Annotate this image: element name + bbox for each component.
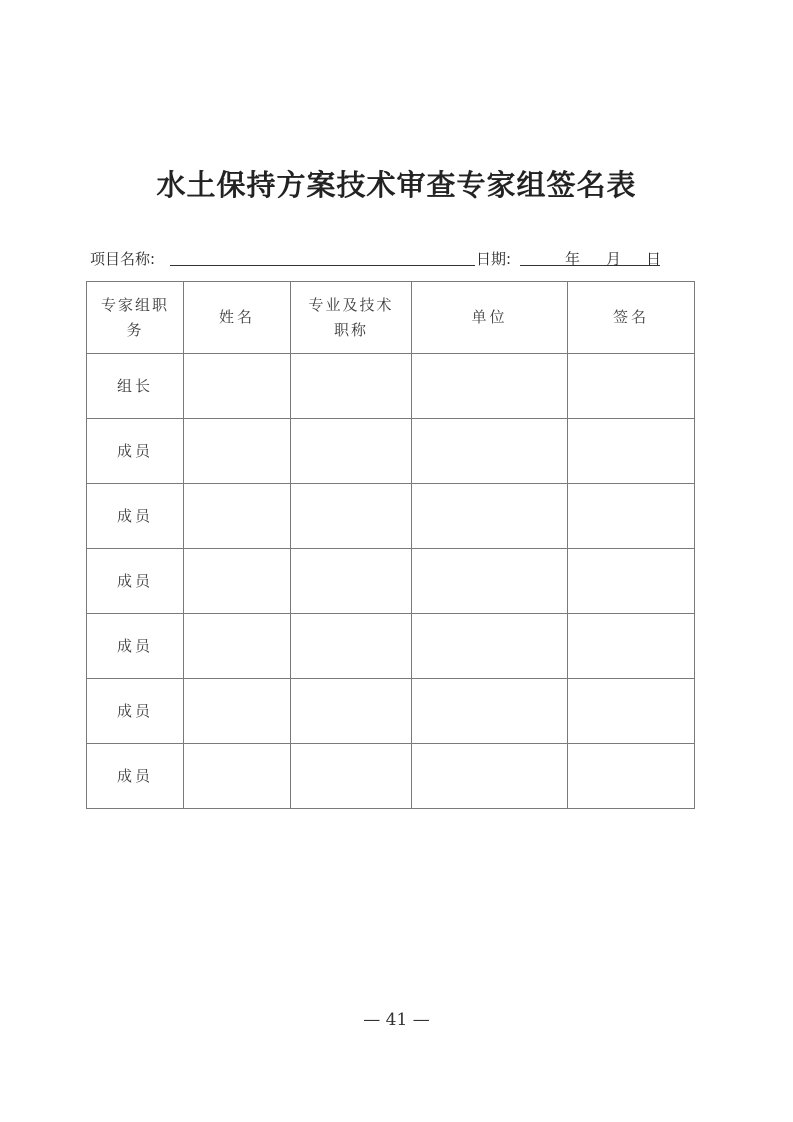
unit-cell[interactable] <box>412 354 568 419</box>
signature-cell[interactable] <box>568 679 695 744</box>
signature-cell[interactable] <box>568 614 695 679</box>
role-cell-text: 成员 <box>116 441 153 460</box>
table-row <box>87 549 695 614</box>
signature-cell[interactable] <box>568 484 695 549</box>
name-cell[interactable] <box>184 549 291 614</box>
role-cell <box>87 354 184 419</box>
name-cell[interactable] <box>184 679 291 744</box>
project-name-label: 项目名称: <box>90 250 156 268</box>
name-cell[interactable] <box>184 484 291 549</box>
signature-cell[interactable] <box>568 354 695 419</box>
role-cell <box>87 484 184 549</box>
role-cell <box>87 614 184 679</box>
header-unit-label: 单位 <box>471 308 508 326</box>
table-row <box>87 614 695 679</box>
table-row <box>87 354 695 419</box>
unit-cell[interactable] <box>412 549 568 614</box>
role-cell-text: 成员 <box>116 701 153 720</box>
role-cell-text: 成员 <box>116 766 153 785</box>
header-cell-title <box>291 282 412 354</box>
header-title-label: 专业及技术职称 <box>308 295 394 339</box>
date-day-unit: 日 <box>646 250 662 268</box>
header-cell-name <box>184 282 291 354</box>
unit-cell[interactable] <box>412 614 568 679</box>
title-cell[interactable] <box>291 484 412 549</box>
unit-cell[interactable] <box>412 419 568 484</box>
project-meta-row <box>90 246 695 270</box>
date-year-unit: 年 <box>565 250 581 268</box>
header-signature-label: 签名 <box>612 308 649 326</box>
title-cell[interactable] <box>291 354 412 419</box>
signature-cell[interactable] <box>568 744 695 809</box>
title-cell[interactable] <box>291 614 412 679</box>
header-cell-signature <box>568 282 695 354</box>
name-cell[interactable] <box>184 744 291 809</box>
header-role-label: 专家组职务 <box>101 295 170 339</box>
expert-signature-table <box>86 281 695 809</box>
table-row <box>87 484 695 549</box>
date-field[interactable] <box>520 265 660 266</box>
table-row <box>87 679 695 744</box>
role-cell <box>87 419 184 484</box>
role-cell <box>87 679 184 744</box>
header-cell-unit <box>412 282 568 354</box>
role-cell <box>87 549 184 614</box>
title-cell[interactable] <box>291 744 412 809</box>
signature-cell[interactable] <box>568 419 695 484</box>
title-cell[interactable] <box>291 419 412 484</box>
signature-cell[interactable] <box>568 549 695 614</box>
name-cell[interactable] <box>184 419 291 484</box>
unit-cell[interactable] <box>412 679 568 744</box>
title-cell[interactable] <box>291 549 412 614</box>
role-cell-text: 成员 <box>116 506 153 525</box>
name-cell[interactable] <box>184 614 291 679</box>
name-cell[interactable] <box>184 354 291 419</box>
title-cell[interactable] <box>291 679 412 744</box>
table-row <box>87 419 695 484</box>
page-number: — 41 — <box>363 1010 430 1030</box>
date-label: 日期: <box>476 250 512 268</box>
role-cell-text: 成员 <box>116 571 153 590</box>
role-cell <box>87 744 184 809</box>
role-cell-text: 组长 <box>116 376 153 395</box>
table-row <box>87 744 695 809</box>
date-month-unit: 月 <box>606 250 622 268</box>
page-title: 水土保持方案技术审查专家组签名表 <box>156 168 637 202</box>
project-name-field[interactable] <box>170 265 475 266</box>
unit-cell[interactable] <box>412 484 568 549</box>
role-cell-text: 成员 <box>116 636 153 655</box>
table-header-row <box>87 282 695 354</box>
unit-cell[interactable] <box>412 744 568 809</box>
header-name-label: 姓名 <box>218 308 255 326</box>
header-cell-role <box>87 282 184 354</box>
